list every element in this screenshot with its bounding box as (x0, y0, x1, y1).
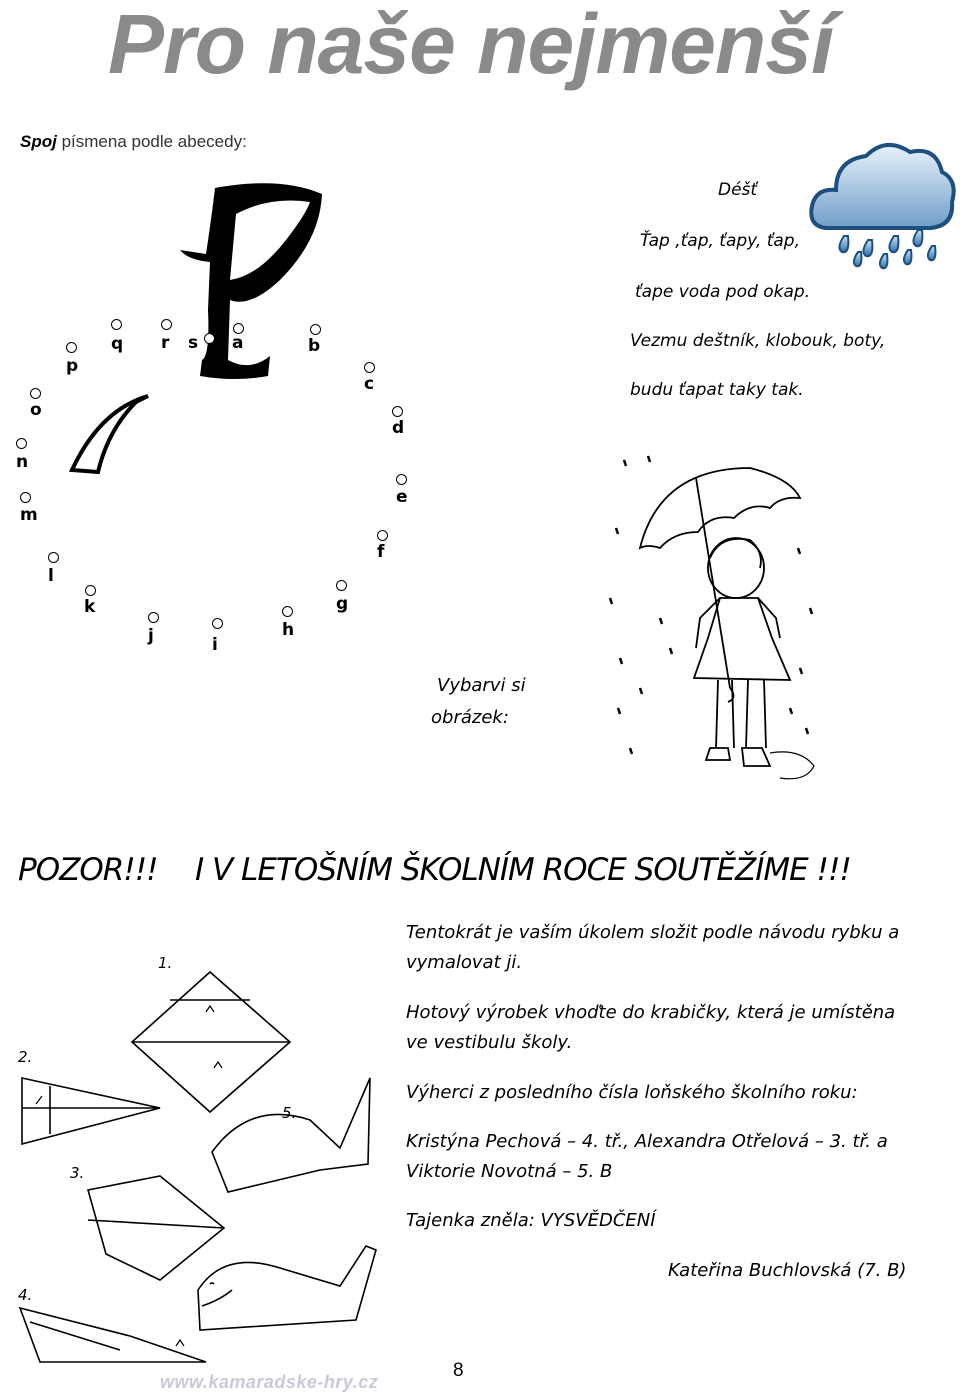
instruction-text: písmena podle abecedy: (56, 132, 247, 151)
step-label: 1. (158, 954, 173, 972)
coloring-label: obrázek: (431, 707, 509, 728)
dot-label-k: k (84, 597, 96, 617)
dot-label-l: l (48, 566, 54, 586)
poem-line: budu ťapat taky tak. (630, 380, 804, 400)
dot-label-i: i (212, 635, 218, 655)
dot-label-h: h (282, 620, 295, 640)
dot-label-j: j (148, 626, 154, 646)
poem-line: ťape voda pod okap. (635, 282, 811, 302)
dot-o[interactable] (30, 388, 41, 399)
step-label: 4. (18, 1286, 33, 1304)
dot-i[interactable] (212, 618, 223, 629)
girl-umbrella-illustration (600, 448, 830, 788)
winners-label: Výherci z posledního čísla loňského školního roku: (406, 1082, 858, 1103)
dot-label-q: q (111, 334, 124, 354)
poem-line: Vezmu deštník, klobouk, boty, (630, 331, 886, 351)
pozor-heading: POZOR!!! (18, 852, 158, 888)
page-number: 8 (453, 1360, 464, 1381)
apple-drawing (60, 180, 340, 480)
dot-s[interactable] (204, 333, 215, 344)
dot-label-d: d (392, 418, 405, 438)
dot-c[interactable] (364, 362, 375, 373)
dot-label-p: p (66, 356, 79, 376)
dot-r[interactable] (161, 319, 172, 330)
page-title: Pro naše nejmenší (108, 0, 834, 91)
dot-g[interactable] (336, 580, 347, 591)
contest-headline: I V LETOŠNÍM ŠKOLNÍM ROCE SOUTĚŽÍME !!! (195, 852, 851, 888)
dot-k[interactable] (85, 585, 96, 596)
dot-label-e: e (396, 487, 408, 507)
dot-label-r: r (161, 333, 170, 353)
dot-e[interactable] (396, 474, 407, 485)
step-label: 5. (282, 1104, 297, 1122)
origami-fish-instructions (10, 950, 400, 1370)
dot-label-s: s (188, 333, 199, 353)
dot-label-a: a (232, 333, 244, 353)
dot-label-c: c (364, 374, 375, 394)
step-label: 3. (70, 1164, 85, 1182)
dot-label-o: o (30, 400, 42, 420)
instruction-bold: Spoj (20, 132, 57, 151)
dot-d[interactable] (392, 406, 403, 417)
dot-l[interactable] (48, 552, 59, 563)
rain-cloud-icon (806, 130, 956, 275)
coloring-label: Vybarvi si (437, 675, 526, 696)
dot-label-f: f (377, 542, 385, 562)
connect-instruction (20, 132, 247, 152)
winners-names: Kristýna Pechová – 4. tř., Alexandra Otřelová – 3. tř. a Viktorie Novotná – 5. B (406, 1131, 888, 1182)
dot-j[interactable] (148, 612, 159, 623)
dot-f[interactable] (377, 530, 388, 541)
step-label: 2. (18, 1048, 33, 1066)
dot-b[interactable] (310, 324, 321, 335)
dot-m[interactable] (20, 492, 31, 503)
author: Kateřina Buchlovská (7. B) (668, 1260, 907, 1281)
poem-title: Déšť (718, 180, 758, 200)
dot-p[interactable] (66, 342, 77, 353)
dot-label-g: g (336, 594, 349, 614)
contest-task: Tentokrát je vaším úkolem složit podle návodu rybku a vymalovat ji. (406, 922, 900, 973)
dot-label-b: b (308, 336, 321, 356)
dot-label-m: m (20, 505, 38, 525)
contest-submit: Hotový výrobek vhoďte do krabičky, která je umístěna ve vestibulu školy. (406, 1002, 896, 1053)
watermark: www.kamaradske-hry.cz (160, 1372, 379, 1392)
puzzle-answer: Tajenka zněla: VYSVĚDČENÍ (406, 1210, 656, 1231)
dot-label-n: n (16, 452, 29, 472)
poem-line: Ťap ,ťap, ťapy, ťap, (640, 231, 800, 251)
dot-q[interactable] (111, 319, 122, 330)
dot-n[interactable] (16, 438, 27, 449)
dot-h[interactable] (282, 606, 293, 617)
